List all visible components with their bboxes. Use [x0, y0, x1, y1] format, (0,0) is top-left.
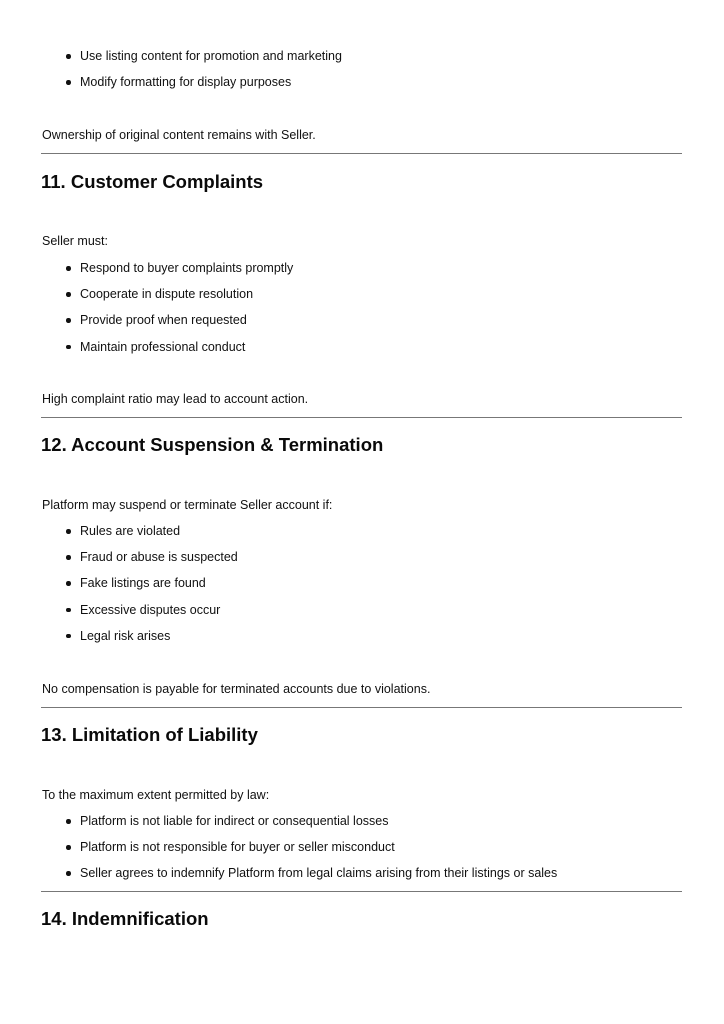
list-item: Platform is not responsible for buyer or seller misconduct	[42, 834, 682, 860]
section-heading-limitation-of-liability: 13. Limitation of Liability	[41, 724, 258, 745]
section-divider	[41, 707, 682, 708]
complaints-bullet-list	[42, 255, 682, 360]
intro-closing-text: Ownership of original content remains with Seller.	[42, 128, 316, 142]
section-divider	[41, 153, 682, 154]
list-item: Cooperate in dispute resolution	[42, 281, 682, 307]
section-closing-text: High complaint ratio may lead to account action.	[42, 392, 309, 406]
intro-bullet-list	[42, 43, 682, 95]
list-item: Seller agrees to indemnify Platform from legal claims arising from their listings or sales	[42, 860, 682, 886]
liability-bullet-list	[42, 808, 682, 887]
list-item: Maintain professional conduct	[42, 334, 682, 360]
list-item: Legal risk arises	[42, 623, 682, 649]
section-heading-indemnification: 14. Indemnification	[41, 908, 209, 929]
list-item: Provide proof when requested	[42, 307, 682, 333]
suspension-bullet-list	[42, 518, 682, 649]
list-item: Fraud or abuse is suspected	[42, 544, 682, 570]
section-divider	[41, 417, 682, 418]
list-item: Fake listings are found	[42, 570, 682, 596]
list-item: Rules are violated	[42, 518, 682, 544]
section-lead-text: Seller must:	[42, 234, 108, 248]
section-lead-text: To the maximum extent permitted by law:	[42, 788, 270, 802]
section-heading-account-suspension: 12. Account Suspension & Termination	[41, 434, 384, 455]
list-item: Platform is not liable for indirect or consequential losses	[42, 808, 682, 834]
list-item: Respond to buyer complaints promptly	[42, 255, 682, 281]
list-item: Use listing content for promotion and marketing	[42, 43, 682, 69]
list-item: Modify formatting for display purposes	[42, 69, 682, 95]
list-item: Excessive disputes occur	[42, 597, 682, 623]
section-divider	[41, 891, 682, 892]
section-heading-customer-complaints: 11. Customer Complaints	[41, 171, 264, 192]
section-closing-text: No compensation is payable for terminated accounts due to violations.	[42, 682, 431, 696]
section-lead-text: Platform may suspend or terminate Seller account if:	[42, 498, 333, 512]
